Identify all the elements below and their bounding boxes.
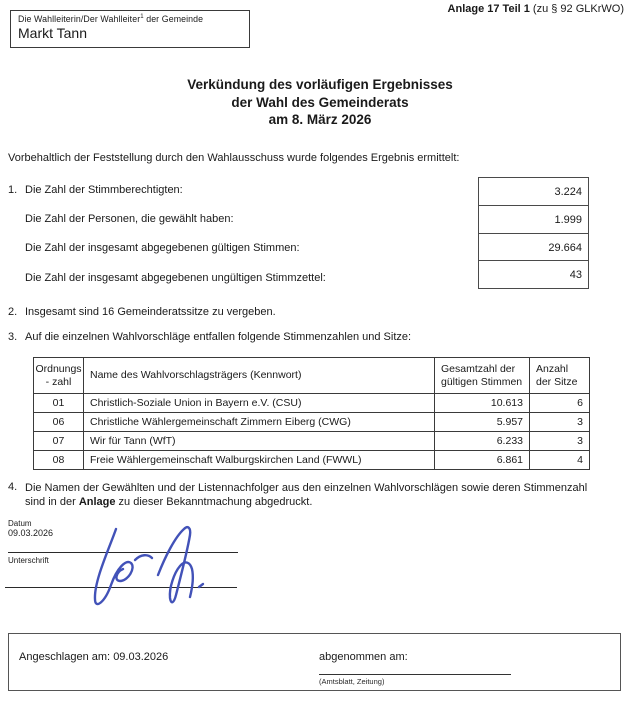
row2-sitze: 3 <box>530 413 590 432</box>
table-row <box>34 451 590 470</box>
item4-text <box>25 481 625 509</box>
annex-reference-regular: (zu § 92 GLKrWO) <box>529 3 624 15</box>
row2-stimmen: 5.957 <box>435 413 530 432</box>
title-line-2: der Wahl des Gemeinderats <box>231 94 409 110</box>
table-row <box>34 394 590 413</box>
row4-stimmen: 6.861 <box>435 451 530 470</box>
header-ordnungszahl <box>34 358 84 394</box>
title-line-1: Verkündung des vorläufigen Ergebnisses <box>187 77 453 92</box>
row4-name: Freie Wählergemeinschaft Walburgskirchen Land (FWWL) <box>84 451 435 470</box>
row1-ordnungszahl: 01 <box>34 394 84 413</box>
item4-line2-pre: sind in der <box>25 496 79 508</box>
signature-label: Unterschrift <box>8 556 49 565</box>
row3-name: Wir für Tann (WfT) <box>84 432 435 451</box>
posting-box <box>8 633 621 691</box>
header-sitze-line2: der Sitze <box>536 375 578 388</box>
date-value: 09.03.2026 <box>8 528 54 538</box>
intro-sentence: Vorbehaltlich der Feststellung durch den Wahlausschuss wurde folgendes Ergebnis ermittelt: <box>8 152 460 164</box>
voters-voted-value: 1.999 <box>478 205 589 234</box>
item1-row3-label: Die Zahl der insgesamt abgegebenen gültigen Stimmen: <box>25 242 300 254</box>
header-sitze <box>530 358 590 394</box>
count-value-boxes <box>478 177 589 289</box>
annex-reference <box>448 3 624 15</box>
header-name: Name des Wahlvorschlagsträgers (Kennwort) <box>84 358 435 394</box>
row3-ordnungszahl: 07 <box>34 432 84 451</box>
header-sitze-line1: Anzahl <box>536 362 569 375</box>
removed-date-rule <box>319 674 511 675</box>
item4-anlage-bold: Anlage <box>78 496 116 508</box>
results-table <box>33 357 590 470</box>
row1-sitze: 6 <box>530 394 590 413</box>
item4-line1: Die Namen der Gewählten und der Listennachfolger aus den einzelnen Wahlvorschlägen sowie deren Stimmenzahl <box>25 482 588 494</box>
header-ordnungszahl-line2: - zahl <box>45 375 72 388</box>
table-header-row <box>34 358 590 394</box>
handwritten-signature <box>78 523 238 623</box>
municipality-name: Markt Tann <box>18 25 87 41</box>
table-row <box>34 432 590 451</box>
authority-role-post: der Gemeinde <box>143 14 204 24</box>
item1-row2-label: Die Zahl der Personen, die gewählt haben: <box>25 213 234 225</box>
item3-text: Auf die einzelnen Wahlvorschläge entfallen folgende Stimmenzahlen und Sitze: <box>25 331 412 343</box>
item2-text: Insgesamt sind 16 Gemeinderatssitze zu vergeben. <box>25 306 276 318</box>
row1-name: Christlich-Soziale Union in Bayern e.V. (CSU) <box>84 394 435 413</box>
row1-stimmen: 10.613 <box>435 394 530 413</box>
item2-number: 2. <box>8 306 18 318</box>
header-stimmen-line1: Gesamtzahl der <box>441 362 516 375</box>
valid-votes-value: 29.664 <box>478 233 589 262</box>
row2-ordnungszahl: 06 <box>34 413 84 432</box>
item1-row4-label: Die Zahl der insgesamt abgegebenen ungültigen Stimmzettel: <box>25 272 326 284</box>
posted-on <box>19 651 168 663</box>
header-stimmen-line2: gültigen Stimmen <box>441 375 523 388</box>
item4-number: 4. <box>8 481 18 493</box>
date-label: Datum <box>8 519 32 528</box>
eligible-voters-value: 3.224 <box>478 177 589 206</box>
title-line-3: am 8. März 2026 <box>268 112 372 127</box>
row2-name: Christliche Wählergemeinschaft Zimmern Eiberg (CWG) <box>84 413 435 432</box>
table-row <box>34 413 590 432</box>
annex-reference-bold: Anlage 17 Teil 1 <box>447 3 530 15</box>
item1-row1-label: Die Zahl der Stimmberechtigten: <box>25 184 183 196</box>
removed-note: (Amtsblatt, Zeitung) <box>319 677 385 686</box>
document-title <box>0 76 640 129</box>
authority-role-pre: Die Wahlleiterin/Der Wahlleiter <box>18 14 141 24</box>
item4-line2-post: zu dieser Bekanntmachung abgedruckt. <box>115 496 313 508</box>
posted-date: 09.03.2026 <box>113 651 169 663</box>
header-stimmen <box>435 358 530 394</box>
item1-number: 1. <box>8 184 18 196</box>
item3-number: 3. <box>8 331 18 343</box>
issuing-authority-box <box>10 10 250 48</box>
removed-label: abgenommen am: <box>319 651 408 663</box>
row4-ordnungszahl: 08 <box>34 451 84 470</box>
footnote-marker: 1 <box>140 14 144 21</box>
invalid-ballots-value: 43 <box>478 260 589 289</box>
row3-stimmen: 6.233 <box>435 432 530 451</box>
authority-role-line <box>18 14 242 24</box>
posted-label: Angeschlagen am: <box>19 651 111 663</box>
row4-sitze: 4 <box>530 451 590 470</box>
header-ordnungszahl-line1: Ordnungs <box>35 362 82 375</box>
row3-sitze: 3 <box>530 432 590 451</box>
